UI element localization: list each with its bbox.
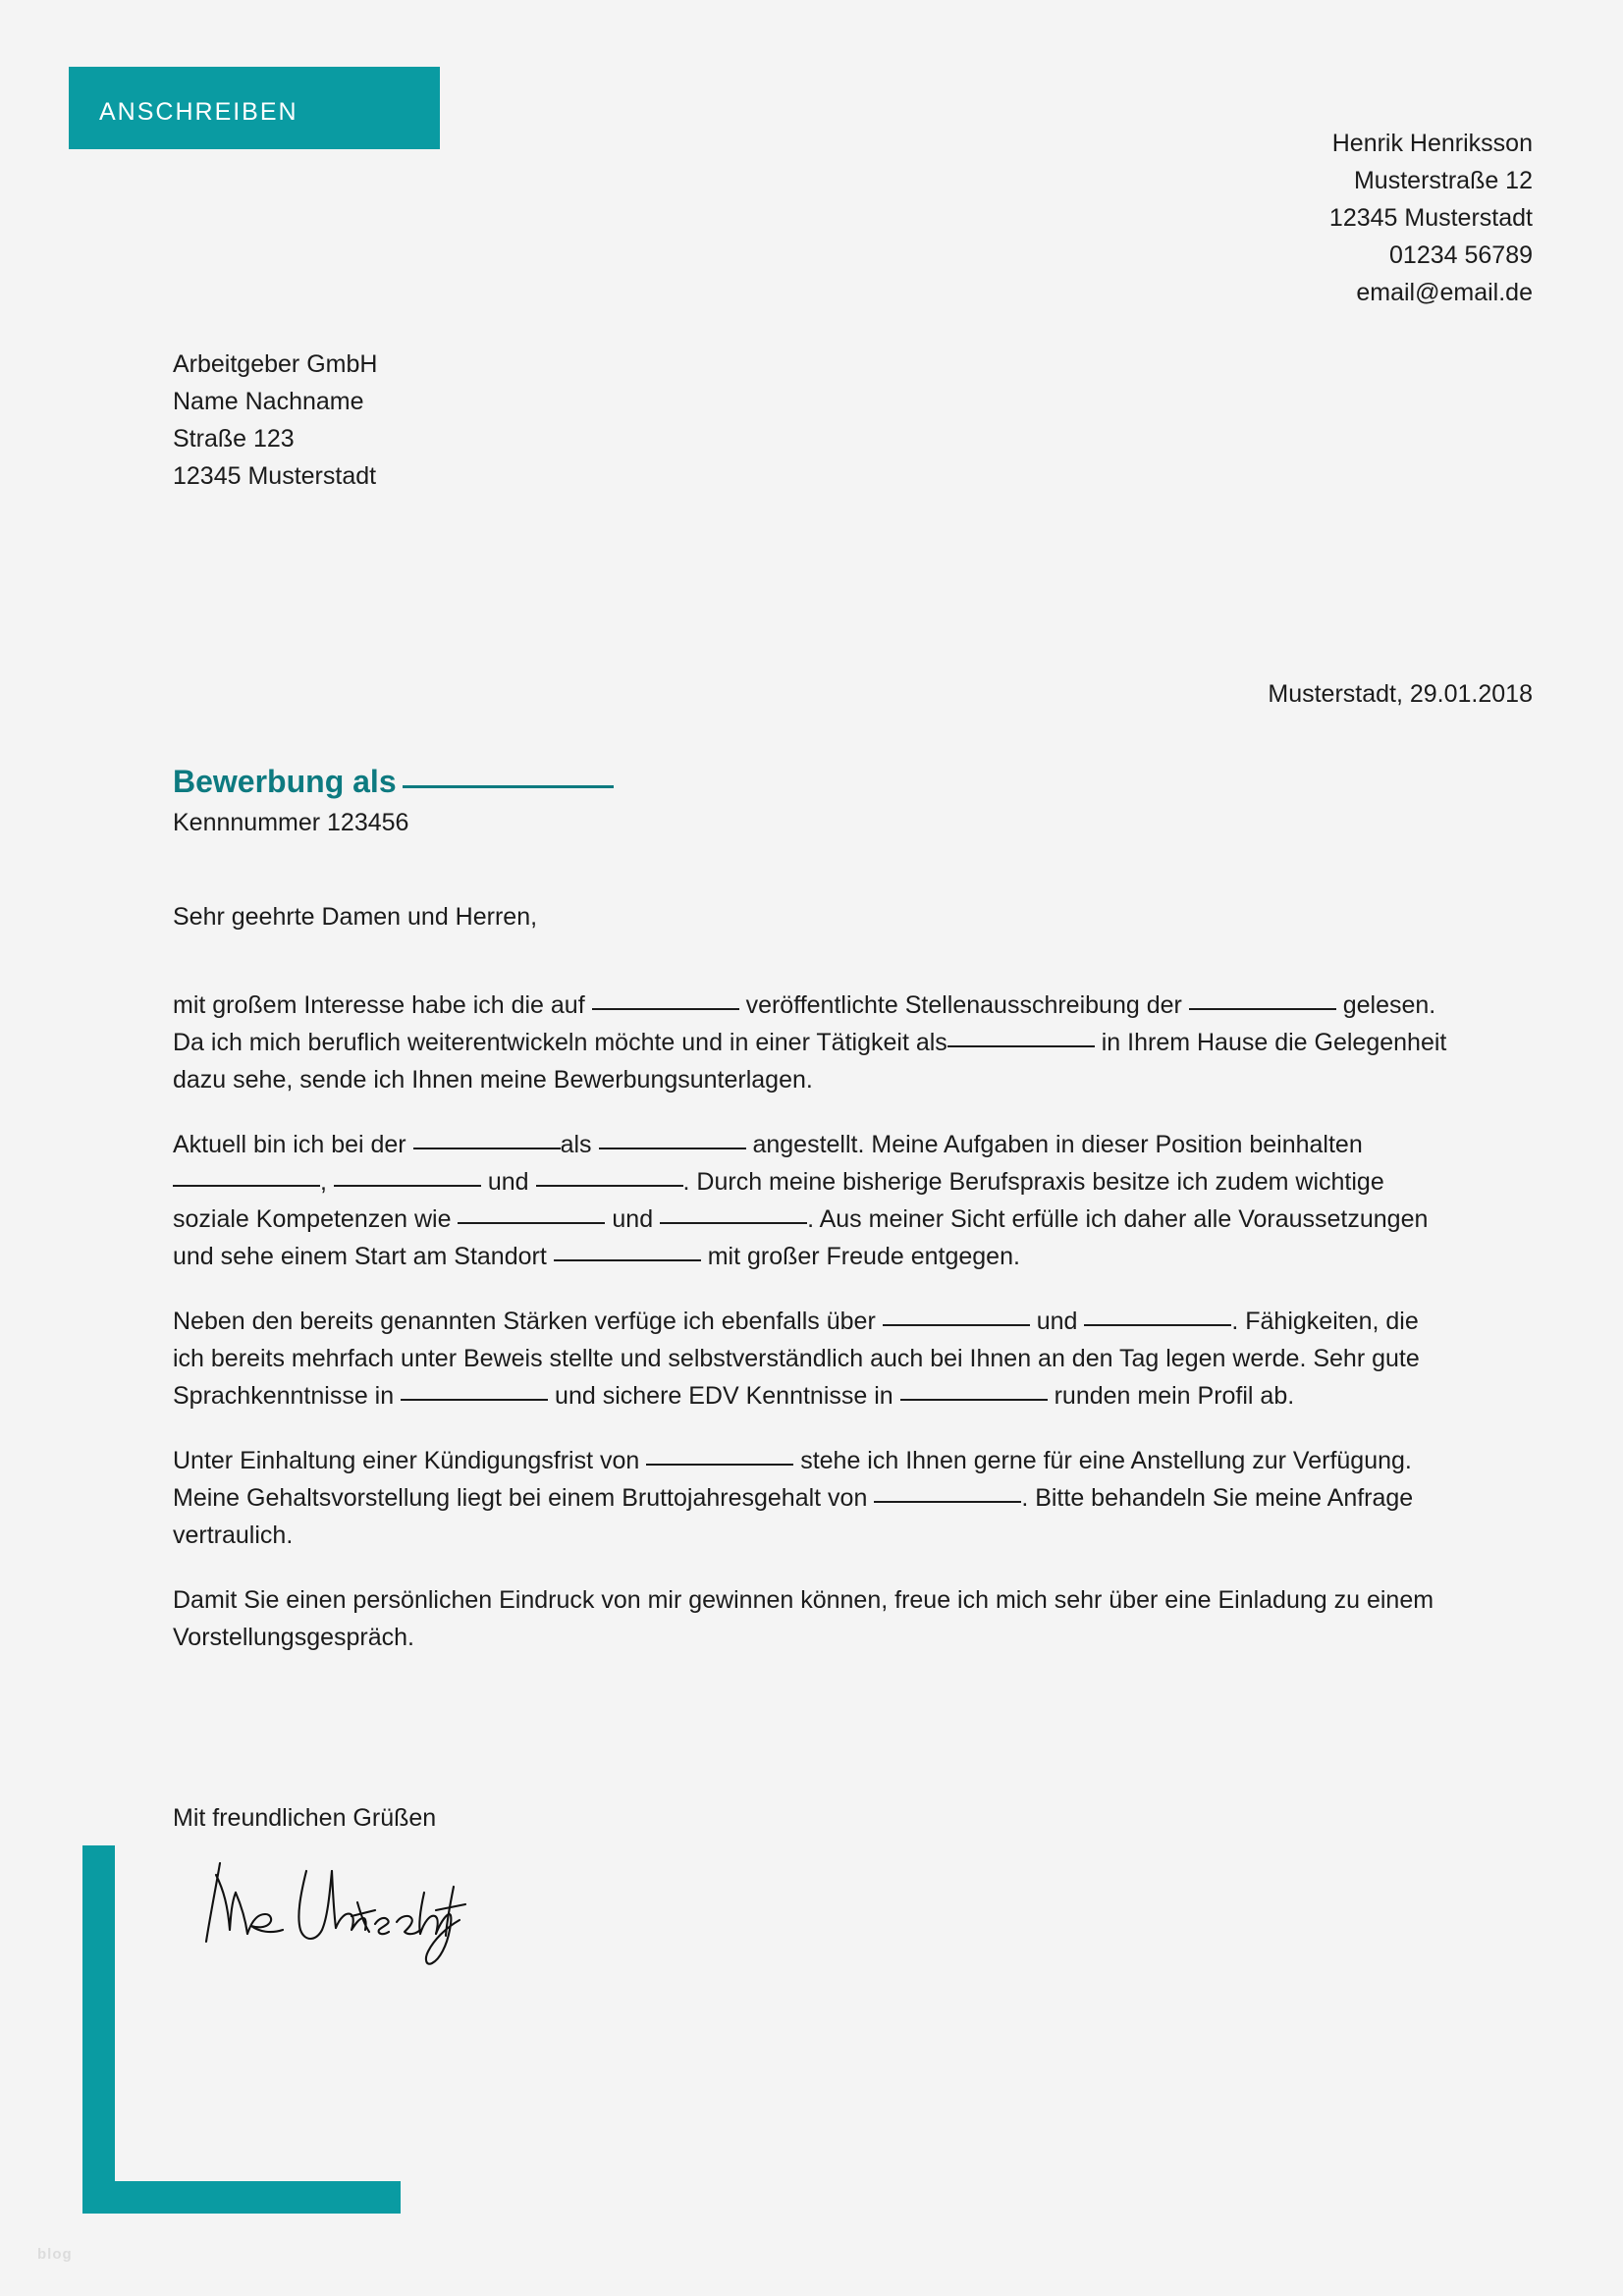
accent-bar-vertical — [82, 1845, 115, 2214]
sender-street: Musterstraße 12 — [1353, 167, 1533, 194]
p2-text-c: angestellt. Meine Aufgaben in dieser Position beinhalten — [752, 1131, 1363, 1158]
watermark-label: blog — [37, 2246, 73, 2263]
reference-number: Kennnummer 123456 — [173, 809, 409, 837]
recipient-contact: Name Nachname — [173, 388, 364, 415]
blank-soft-skill-one[interactable] — [458, 1202, 605, 1224]
blank-job-portal[interactable] — [592, 988, 739, 1010]
p1-text-b: veröffentlichte Stellenausschreibung der — [745, 991, 1182, 1019]
blank-notice-period[interactable] — [646, 1444, 793, 1466]
paragraph-notice-salary — [173, 1442, 1449, 1554]
subject-block — [173, 765, 1449, 837]
p3-text-e: runden mein Profil ab. — [1054, 1382, 1295, 1410]
p3-text-c: . Fähigkeiten, die ich bereits mehrfach unter Beweis stellte und selbstverständlich auch bei Ihnen an den Tag legen werde. Sehr gute Sprachkenntnisse in — [173, 1308, 1420, 1410]
paragraph-interview-request — [173, 1581, 1449, 1656]
blank-current-employer[interactable] — [413, 1128, 561, 1149]
recipient-address-block — [173, 346, 377, 495]
document-type-banner — [69, 67, 440, 149]
blank-current-position[interactable] — [599, 1128, 746, 1149]
p4-text-a: Unter Einhaltung einer Kündigungsfrist von — [173, 1447, 640, 1474]
sender-phone: 01234 56789 — [1389, 241, 1533, 269]
p2-text-a: Aktuell bin ich bei der — [173, 1131, 406, 1158]
blank-location[interactable] — [554, 1240, 701, 1261]
blank-it-skills[interactable] — [900, 1379, 1048, 1401]
paragraph-strengths — [173, 1303, 1449, 1415]
blank-position-title[interactable] — [947, 1026, 1095, 1047]
p2-text-d: , — [320, 1168, 327, 1196]
signature-image — [173, 1845, 497, 1973]
blank-language-skills[interactable] — [401, 1379, 548, 1401]
p1-text-a: mit großem Interesse habe ich die auf — [173, 991, 585, 1019]
p2-text-b: als — [560, 1131, 592, 1158]
sender-email: email@email.de — [1356, 279, 1533, 306]
paragraph-current-role — [173, 1126, 1449, 1275]
blank-salary-expectation[interactable] — [874, 1481, 1021, 1503]
p1-text-c: gelesen. Da ich mich beruflich weiterentwickeln möchte und in einer Tätigkeit als — [173, 991, 1436, 1056]
p4-text-c: . Bitte behandeln Sie meine Anfrage vertraulich. — [173, 1484, 1414, 1549]
sender-city: 12345 Musterstadt — [1328, 204, 1533, 232]
p3-text-d: und sichere EDV Kenntnisse in — [555, 1382, 893, 1410]
blank-task-three[interactable] — [536, 1165, 683, 1187]
blank-strength-two[interactable] — [1084, 1305, 1231, 1326]
blank-company-name[interactable] — [1189, 988, 1336, 1010]
p1-text-d: in Ihrem Hause die Gelegenheit dazu sehe, sende ich Ihnen meine Bewerbungsunterlagen. — [173, 1029, 1447, 1094]
date-line: Musterstadt, 29.01.2018 — [1268, 680, 1533, 708]
blank-soft-skill-two[interactable] — [660, 1202, 807, 1224]
sender-address-block — [1329, 125, 1533, 311]
p2-text-g: und — [612, 1205, 654, 1233]
subject-heading — [173, 765, 1449, 799]
paragraph-intro — [173, 987, 1449, 1098]
blank-strength-one[interactable] — [883, 1305, 1030, 1326]
recipient-city: 12345 Musterstadt — [173, 462, 377, 490]
p3-text-b: und — [1036, 1308, 1078, 1335]
recipient-street: Straße 123 — [173, 425, 295, 453]
salutation: Sehr geehrte Damen und Herren, — [173, 903, 538, 931]
recipient-company: Arbeitgeber GmbH — [173, 350, 378, 378]
p2-text-i: mit großer Freude entgegen. — [707, 1243, 1020, 1270]
sender-name: Henrik Henriksson — [1331, 130, 1533, 157]
p2-text-h: . Aus meiner Sicht erfülle ich daher alle Voraussetzungen und sehe einem Start am Standort — [173, 1205, 1429, 1270]
p4-text-b: stehe ich Ihnen gerne für eine Anstellung zur Verfügung. Meine Gehaltsvorstellung liegt bei einem Bruttojahresgehalt von — [173, 1447, 1412, 1512]
p2-text-f: . Durch meine bisherige Berufspraxis besitze ich zudem wichtige soziale Kompetenzen wie — [173, 1168, 1384, 1233]
subject-prefix: Bewerbung als — [173, 764, 397, 799]
accent-bar-horizontal — [82, 2181, 401, 2214]
p3-text-a: Neben den bereits genannten Stärken verfüge ich ebenfalls über — [173, 1308, 876, 1335]
document-type-label: anschreiben — [99, 87, 298, 128]
p5-text-a: Damit Sie einen persönlichen Eindruck von mir gewinnen können, freue ich mich sehr über eine Einladung zu einem Vorstellungsgespräch. — [173, 1586, 1434, 1651]
p2-text-e: und — [487, 1168, 529, 1196]
letter-body — [173, 987, 1449, 1656]
blank-task-one[interactable] — [173, 1165, 320, 1187]
subject-blank-field[interactable] — [403, 785, 614, 788]
blank-task-two[interactable] — [334, 1165, 481, 1187]
closing-phrase: Mit freundlichen Grüßen — [173, 1804, 437, 1832]
